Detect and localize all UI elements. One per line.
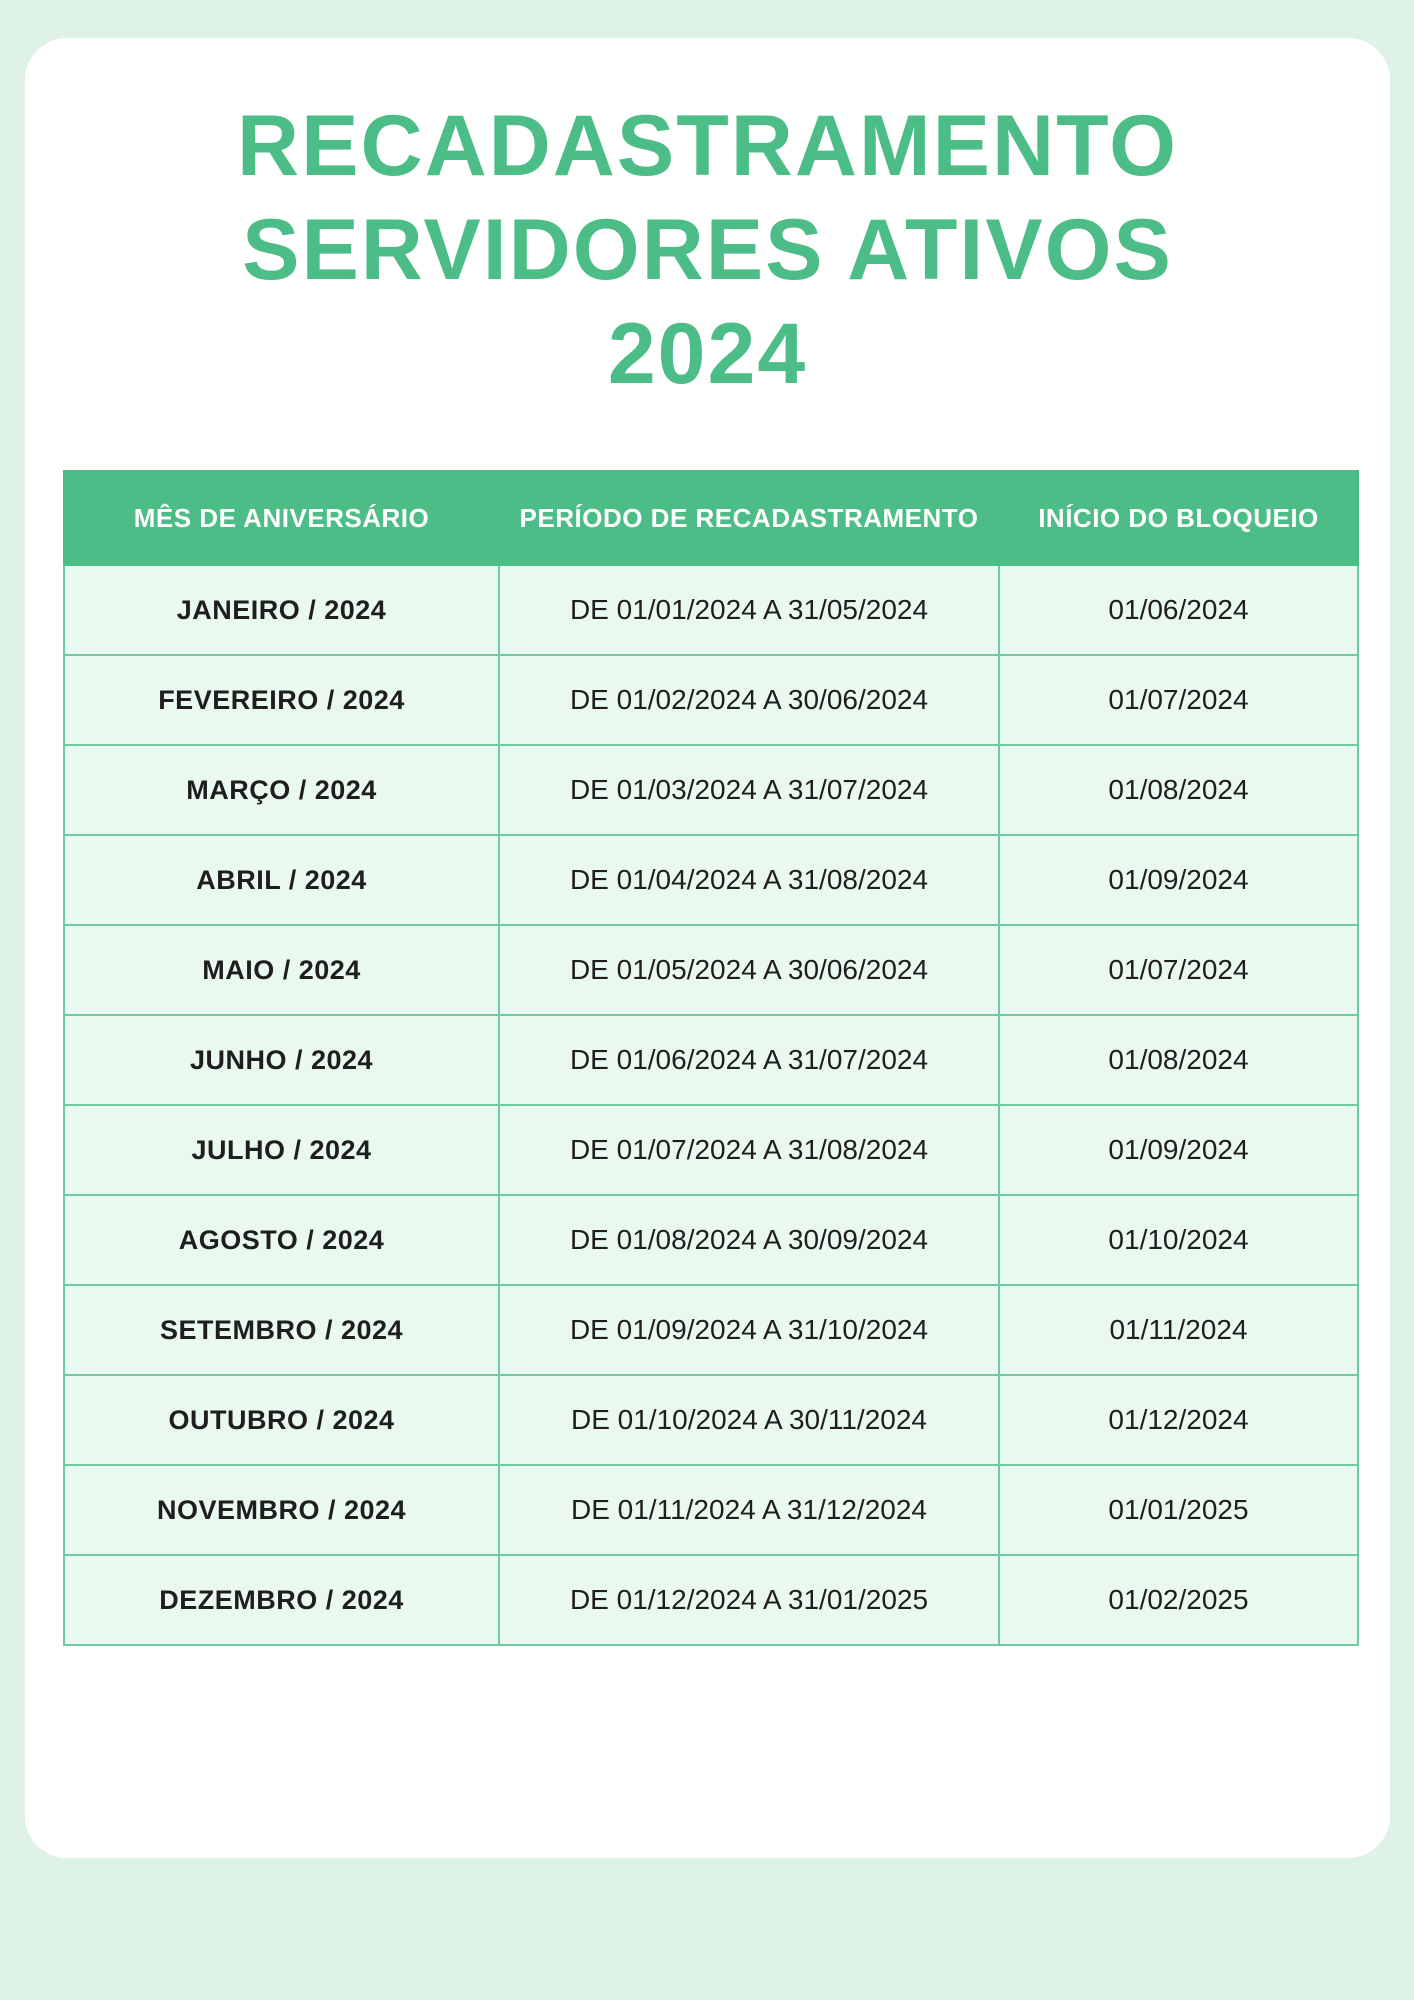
cell-birthday-month: JUNHO / 2024 (64, 1015, 499, 1105)
table-row (64, 1465, 1358, 1555)
table-row (64, 1555, 1358, 1645)
cell-birthday-month: ABRIL / 2024 (64, 835, 499, 925)
table-row (64, 655, 1358, 745)
cell-block-start-date: 01/01/2025 (999, 1465, 1358, 1555)
cell-recadastramento-period: DE 01/11/2024 A 31/12/2024 (499, 1465, 999, 1555)
cell-recadastramento-period: DE 01/06/2024 A 31/07/2024 (499, 1015, 999, 1105)
cell-birthday-month: MARÇO / 2024 (64, 745, 499, 835)
cell-recadastramento-period: DE 01/02/2024 A 30/06/2024 (499, 655, 999, 745)
table-row (64, 925, 1358, 1015)
cell-birthday-month: OUTUBRO / 2024 (64, 1375, 499, 1465)
table-row (64, 745, 1358, 835)
cell-recadastramento-period: DE 01/09/2024 A 31/10/2024 (499, 1285, 999, 1375)
cell-block-start-date: 01/07/2024 (999, 925, 1358, 1015)
table-row (64, 1195, 1358, 1285)
cell-birthday-month: AGOSTO / 2024 (64, 1195, 499, 1285)
cell-recadastramento-period: DE 01/10/2024 A 30/11/2024 (499, 1375, 999, 1465)
content-card (25, 38, 1390, 1858)
cell-block-start-date: 01/12/2024 (999, 1375, 1358, 1465)
cell-recadastramento-period: DE 01/03/2024 A 31/07/2024 (499, 745, 999, 835)
column-header-periodo-recadastramento: PERÍODO DE RECADASTRAMENTO (499, 471, 999, 565)
page-title (25, 94, 1390, 406)
table-row (64, 565, 1358, 655)
cell-block-start-date: 01/02/2025 (999, 1555, 1358, 1645)
cell-birthday-month: NOVEMBRO / 2024 (64, 1465, 499, 1555)
title-line-1: RECADASTRAMENTO (237, 98, 1178, 194)
cell-block-start-date: 01/11/2024 (999, 1285, 1358, 1375)
cell-recadastramento-period: DE 01/08/2024 A 30/09/2024 (499, 1195, 999, 1285)
cell-birthday-month: JULHO / 2024 (64, 1105, 499, 1195)
table-body (64, 565, 1358, 1645)
cell-recadastramento-period: DE 01/05/2024 A 30/06/2024 (499, 925, 999, 1015)
cell-block-start-date: 01/08/2024 (999, 1015, 1358, 1105)
cell-recadastramento-period: DE 01/07/2024 A 31/08/2024 (499, 1105, 999, 1195)
cell-recadastramento-period: DE 01/12/2024 A 31/01/2025 (499, 1555, 999, 1645)
cell-birthday-month: JANEIRO / 2024 (64, 565, 499, 655)
cell-birthday-month: MAIO / 2024 (64, 925, 499, 1015)
title-line-2: SERVIDORES ATIVOS (242, 202, 1173, 298)
cell-birthday-month: FEVEREIRO / 2024 (64, 655, 499, 745)
cell-block-start-date: 01/09/2024 (999, 1105, 1358, 1195)
cell-recadastramento-period: DE 01/01/2024 A 31/05/2024 (499, 565, 999, 655)
table-row (64, 835, 1358, 925)
cell-birthday-month: SETEMBRO / 2024 (64, 1285, 499, 1375)
table-row (64, 1105, 1358, 1195)
column-header-inicio-bloqueio: INÍCIO DO BLOQUEIO (999, 471, 1358, 565)
table-header (64, 471, 1358, 565)
cell-block-start-date: 01/10/2024 (999, 1195, 1358, 1285)
cell-block-start-date: 01/06/2024 (999, 565, 1358, 655)
table-header-row (64, 471, 1358, 565)
table-row (64, 1015, 1358, 1105)
cell-block-start-date: 01/08/2024 (999, 745, 1358, 835)
title-line-3: 2024 (607, 306, 808, 402)
cell-recadastramento-period: DE 01/04/2024 A 31/08/2024 (499, 835, 999, 925)
table-row (64, 1285, 1358, 1375)
cell-birthday-month: DEZEMBRO / 2024 (64, 1555, 499, 1645)
recadastramento-schedule-table (63, 470, 1359, 1646)
column-header-mes-aniversario: MÊS DE ANIVERSÁRIO (64, 471, 499, 565)
cell-block-start-date: 01/07/2024 (999, 655, 1358, 745)
table-row (64, 1375, 1358, 1465)
cell-block-start-date: 01/09/2024 (999, 835, 1358, 925)
